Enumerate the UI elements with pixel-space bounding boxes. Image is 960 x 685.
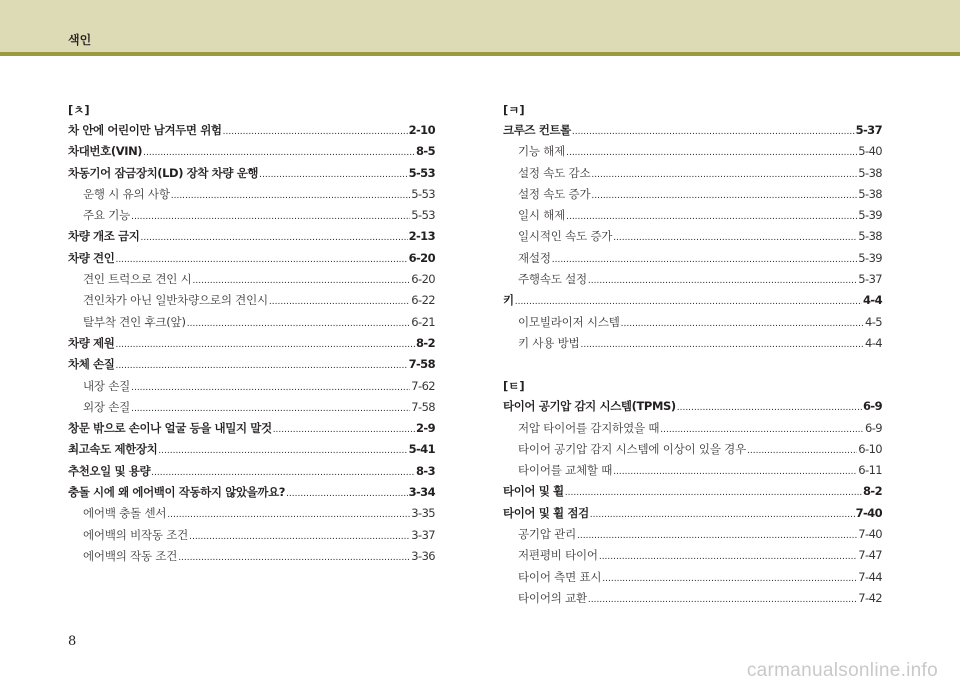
watermark: carmanualsonline.info <box>746 660 938 681</box>
entry-label: 타이어의 교환 <box>518 590 587 605</box>
index-section-heading: [ㅊ] <box>68 103 90 117</box>
index-subentry <box>503 567 882 588</box>
dot-leader <box>566 207 857 228</box>
entry-page-ref: 5-38 <box>858 186 882 201</box>
entry-label: 공기압 관리 <box>518 527 576 542</box>
entry-page-ref: 3-37 <box>411 527 435 542</box>
index-entry <box>68 141 435 162</box>
dot-leader <box>599 547 857 568</box>
index-subentry <box>503 418 882 439</box>
dot-leader <box>577 526 857 547</box>
entry-label: 크루즈 컨트롤 <box>503 123 571 137</box>
dot-leader <box>747 441 857 462</box>
header-rule <box>0 52 960 56</box>
entry-label: 운행 시 유의 사항 <box>83 186 170 201</box>
index-entry <box>68 120 435 141</box>
entry-page-ref: 7-58 <box>408 357 435 372</box>
entry-label: 차체 손질 <box>68 357 115 372</box>
dot-leader <box>115 335 415 356</box>
dot-leader <box>588 271 857 292</box>
entry-page-ref: 4-4 <box>865 335 882 350</box>
index-subentry <box>503 524 882 545</box>
entry-page-ref: 8-5 <box>416 144 435 159</box>
index-subentry <box>68 376 435 397</box>
entry-page-ref: 5-37 <box>855 123 882 137</box>
index-entry <box>68 163 435 184</box>
dot-leader <box>565 483 862 504</box>
index-subentry <box>68 397 435 418</box>
dot-leader <box>167 505 410 526</box>
dot-leader <box>143 143 415 164</box>
index-entry <box>503 481 882 502</box>
index-subentry <box>503 439 882 460</box>
dot-leader <box>189 527 410 548</box>
entry-label: 차 안에 어린이만 남겨두면 위험 <box>68 123 222 137</box>
section-gap <box>503 354 882 376</box>
entry-label: 타이어 및 휠 <box>503 484 564 499</box>
dot-leader <box>223 122 408 143</box>
entry-page-ref: 3-35 <box>411 506 435 521</box>
index-subentry <box>503 163 882 184</box>
dot-leader <box>151 463 415 484</box>
entry-page-ref: 4-5 <box>865 314 882 329</box>
index-subentry <box>503 588 882 609</box>
entry-label: 창문 밖으로 손이나 얼굴 등을 내밀지 말것 <box>68 421 272 436</box>
index-entry <box>68 482 435 503</box>
dot-leader <box>602 569 857 590</box>
dot-leader <box>621 314 864 335</box>
entry-label: 저편평비 타이어 <box>518 548 598 563</box>
index-subentry <box>503 184 882 205</box>
entry-page-ref: 5-38 <box>858 229 882 244</box>
entry-label: 에어백의 작동 조건 <box>83 548 178 563</box>
entry-page-ref: 7-62 <box>411 378 435 393</box>
index-subentry <box>503 141 882 162</box>
entry-label: 차량 개조 금지 <box>68 229 140 244</box>
index-subentry <box>503 205 882 226</box>
entry-page-ref: 7-40 <box>855 505 882 520</box>
entry-page-ref: 6-9 <box>865 420 882 435</box>
entry-page-ref: 8-3 <box>416 463 435 478</box>
entry-label: 설정 속도 감소 <box>518 165 591 180</box>
entry-label: 타이어 및 휠 점검 <box>503 505 589 520</box>
index-subentry <box>503 248 882 269</box>
entry-page-ref: 8-2 <box>416 335 435 350</box>
dot-leader <box>515 292 862 313</box>
entry-label: 타이어를 교체할 때 <box>518 463 613 478</box>
dot-leader <box>178 548 410 569</box>
index-subentry <box>68 205 435 226</box>
entry-label: 견인 트럭으로 견인 시 <box>83 272 192 287</box>
index-subentry <box>68 503 435 524</box>
index-entry <box>68 248 435 269</box>
entry-page-ref: 4-4 <box>863 293 882 308</box>
entry-page-ref: 6-9 <box>863 399 882 414</box>
dot-leader <box>131 378 410 399</box>
entry-label: 저압 타이어를 감지하였을 때 <box>518 420 660 435</box>
entry-label: 기능 해제 <box>518 144 566 159</box>
index-entry <box>503 396 882 417</box>
header-band <box>0 0 960 52</box>
entry-label: 충돌 시에 왜 에어백이 작동하지 않았을까요? <box>68 485 286 500</box>
page-number: 8 <box>68 634 77 649</box>
dot-leader <box>273 420 415 441</box>
dot-leader <box>566 143 857 164</box>
entry-page-ref: 7-40 <box>858 527 882 542</box>
index-section-heading: [ㅋ] <box>503 103 525 117</box>
entry-page-ref: 7-47 <box>858 548 882 563</box>
dot-leader <box>580 335 864 356</box>
index-subentry <box>503 545 882 566</box>
entry-page-ref: 8-2 <box>863 484 882 499</box>
entry-page-ref: 2-13 <box>408 229 435 244</box>
entry-label: 설정 속도 증가 <box>518 186 591 201</box>
entry-page-ref: 5-53 <box>411 208 435 223</box>
entry-label: 차량 제원 <box>68 335 115 350</box>
entry-label: 외장 손질 <box>83 399 131 414</box>
index-subentry <box>503 269 882 290</box>
index-entry <box>503 503 882 524</box>
dot-leader <box>286 484 408 505</box>
entry-page-ref: 5-53 <box>411 186 435 201</box>
entry-page-ref: 6-11 <box>858 463 882 478</box>
entry-page-ref: 6-22 <box>411 293 435 308</box>
dot-leader <box>572 122 855 143</box>
dot-leader <box>269 292 410 313</box>
entry-page-ref: 5-40 <box>858 144 882 159</box>
entry-page-ref: 5-37 <box>858 272 882 287</box>
entry-page-ref: 5-38 <box>858 165 882 180</box>
entry-page-ref: 6-20 <box>408 250 435 265</box>
index-entry <box>68 333 435 354</box>
dot-leader <box>660 420 864 441</box>
entry-page-ref: 6-20 <box>411 272 435 287</box>
entry-label: 재설정 <box>518 250 551 265</box>
index-subentry <box>68 269 435 290</box>
entry-page-ref: 7-42 <box>858 590 882 605</box>
entry-page-ref: 5-39 <box>858 208 882 223</box>
dot-leader <box>187 314 411 335</box>
entry-label: 에어백의 비작동 조건 <box>83 527 189 542</box>
dot-leader <box>588 590 857 611</box>
entry-label: 타이어 측면 표시 <box>518 569 602 584</box>
entry-label: 탈부착 견인 후크(앞) <box>83 314 186 329</box>
index-entry <box>68 418 435 439</box>
dot-leader <box>613 462 857 483</box>
dot-leader <box>115 356 407 377</box>
dot-leader <box>140 228 407 249</box>
dot-leader <box>591 165 857 186</box>
index-subentry <box>68 312 435 333</box>
entry-page-ref: 3-34 <box>408 485 435 500</box>
entry-label: 주요 기능 <box>83 208 131 223</box>
dot-leader <box>171 186 411 207</box>
entry-page-ref: 2-9 <box>416 421 435 436</box>
page-title: 색인 <box>68 33 92 47</box>
entry-label: 이모빌라이저 시스템 <box>518 314 620 329</box>
entry-label: 타이어 공기압 감지 시스템(TPMS) <box>503 399 676 414</box>
entry-label: 키 사용 방법 <box>518 335 580 350</box>
index-entry <box>68 226 435 247</box>
entry-page-ref: 6-21 <box>411 314 435 329</box>
index-subentry <box>68 546 435 567</box>
dot-leader <box>131 207 410 228</box>
entry-label: 차대번호(VIN) <box>68 144 143 159</box>
entry-page-ref: 7-44 <box>858 569 882 584</box>
dot-leader <box>158 441 407 462</box>
entry-label: 에어백 충돌 센서 <box>83 506 167 521</box>
entry-label: 타이어 공기압 감지 시스템에 이상이 있을 경우 <box>518 441 747 456</box>
index-column-left <box>68 100 435 567</box>
index-entry <box>68 354 435 375</box>
entry-page-ref: 6-10 <box>858 441 882 456</box>
index-subentry <box>68 525 435 546</box>
dot-leader <box>131 399 410 420</box>
index-subentry <box>503 460 882 481</box>
dot-leader <box>613 228 857 249</box>
entry-page-ref: 3-36 <box>411 548 435 563</box>
index-entry <box>503 290 882 311</box>
entry-label: 일시 해제 <box>518 208 566 223</box>
entry-label: 키 <box>503 293 514 308</box>
dot-leader <box>591 186 857 207</box>
index-subentry <box>68 184 435 205</box>
entry-page-ref: 7-58 <box>411 399 435 414</box>
entry-page-ref: 5-41 <box>408 442 435 457</box>
index-subentry <box>503 333 882 354</box>
index-entry <box>68 461 435 482</box>
index-entry <box>503 120 882 141</box>
entry-label: 일시적인 속도 증가 <box>518 229 613 244</box>
entry-label: 추천오일 및 용량 <box>68 463 151 478</box>
entry-page-ref: 5-39 <box>858 250 882 265</box>
entry-label: 내장 손질 <box>83 378 131 393</box>
index-column-right <box>503 100 882 609</box>
index-entry <box>68 439 435 460</box>
index-subentry <box>68 290 435 311</box>
entry-label: 차동기어 잠금장치(LD) 장착 차량 운행 <box>68 165 259 180</box>
index-section-heading: [ㅌ] <box>503 379 525 394</box>
entry-label: 차량 견인 <box>68 250 115 265</box>
entry-label: 최고속도 제한장치 <box>68 442 158 457</box>
entry-label: 주행속도 설정 <box>518 272 587 287</box>
index-subentry <box>503 312 882 333</box>
dot-leader <box>259 165 407 186</box>
entry-label: 견인차가 아닌 일반차량으로의 견인시 <box>83 293 268 308</box>
dot-leader <box>677 398 862 419</box>
index-subentry <box>503 226 882 247</box>
dot-leader <box>552 250 858 271</box>
entry-page-ref: 2-10 <box>408 123 435 137</box>
dot-leader <box>193 271 411 292</box>
dot-leader <box>115 250 407 271</box>
entry-page-ref: 5-53 <box>408 165 435 180</box>
dot-leader <box>590 505 855 526</box>
